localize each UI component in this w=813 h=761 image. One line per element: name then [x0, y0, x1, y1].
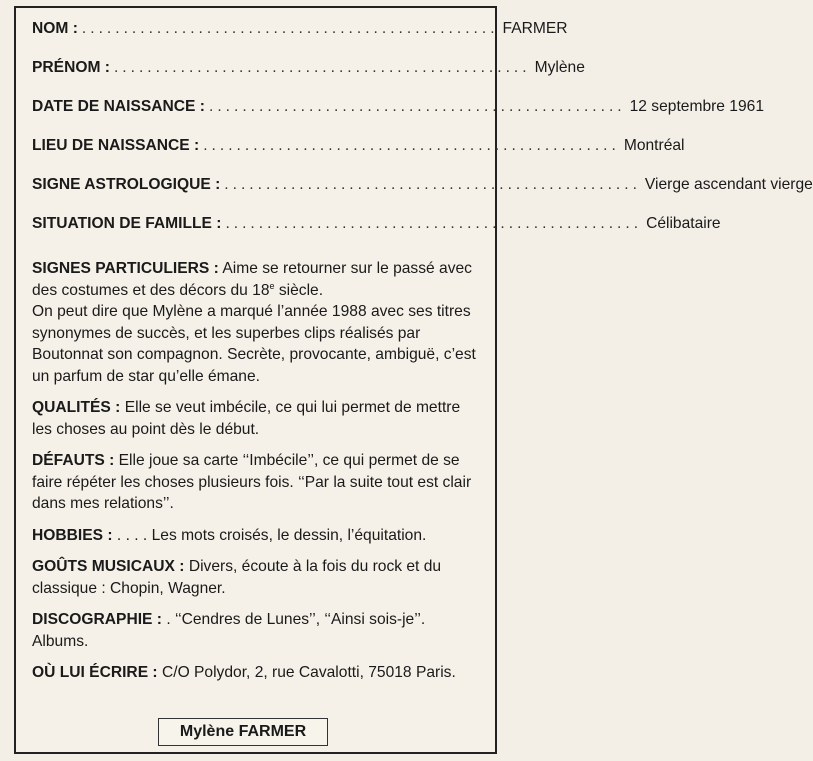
field-label: LIEU DE NAISSANCE :	[32, 137, 200, 154]
signature-box	[158, 718, 328, 746]
ecrire-text: C/O Polydor, 2, rue Cavalotti, 75018 Paris.	[161, 664, 456, 681]
profile-content	[32, 18, 813, 694]
ecrire-label: OÙ LUI ÉCRIRE :	[32, 664, 158, 681]
field-date-naissance: DATE DE NAISSANCE : .................................................. 12 septembre 1961	[32, 96, 482, 135]
field-label: PRÉNOM :	[32, 59, 110, 76]
signes-text: Aime se retourner sur le passé avec des costumes et des décors du 18	[32, 260, 472, 299]
field-signe-astrologique: SIGNE ASTROLOGIQUE : .................................................. Vierge ascendant vierge	[32, 174, 482, 213]
ou-lui-ecrire	[32, 662, 482, 684]
field-prenom: PRÉNOM : .................................................. Mylène	[32, 57, 482, 96]
field-label: NOM :	[32, 20, 78, 37]
qualites	[32, 397, 482, 440]
field-value: Vierge ascendant vierge	[644, 176, 813, 193]
field-nom: NOM : .................................................. FARMER	[32, 18, 482, 57]
field-label: DATE DE NAISSANCE :	[32, 98, 205, 115]
discographie-label: DISCOGRAPHIE :	[32, 611, 162, 628]
hobbies-text: Les mots croisés, le dessin, l’équitation.	[151, 526, 427, 544]
field-situation-famille: SITUATION DE FAMILLE : .................................................. Célibataire	[32, 213, 482, 252]
defauts	[32, 450, 482, 515]
field-lieu-naissance: LIEU DE NAISSANCE : .................................................. Montréal	[32, 135, 482, 174]
signature-text: Mylène FARMER	[179, 723, 307, 740]
qualites-text: Elle se veut imbécile, ce qui lui permet de mettre les choses au point dès le début.	[32, 399, 461, 438]
gouts-text: Divers, écoute à la fois du rock et du classique : Chopin, Wagner.	[32, 558, 442, 597]
discographie	[32, 609, 482, 652]
discographie-text: . ‘‘Cendres de Lunes’’, ‘‘Ainsi sois-je’’. Albums.	[32, 611, 426, 650]
field-label: SIGNE ASTROLOGIQUE :	[32, 176, 221, 193]
signes-label: SIGNES PARTICULIERS :	[32, 260, 219, 277]
field-value: FARMER	[502, 20, 568, 37]
signes-sup: e	[269, 280, 275, 291]
defauts-label: DÉFAUTS :	[32, 452, 115, 469]
signes-paragraph: On peut dire que Mylène a marqué l’année 1988 avec ses titres synonymes de succès, et les superbes clips réalisés par Boutonnat son compagnon. Secrète, provocante, ambiguë, c’est un parfum de star qu’elle émane.	[32, 303, 476, 385]
defauts-text: Elle joue sa carte ‘‘Imbécile’’, ce qui permet de se faire répéter les choses plusieurs fois. ‘‘Par la suite tout est clair dans mes relations’’.	[32, 452, 472, 512]
field-value: Montréal	[623, 137, 685, 154]
gouts-musicaux	[32, 556, 482, 599]
profile-card	[14, 6, 813, 754]
field-value: Célibataire	[646, 215, 721, 232]
hobbies: HOBBIES : . . . . Les mots croisés, le dessin, l’équitation.	[32, 526, 427, 544]
qualites-label: QUALITÉS :	[32, 399, 121, 416]
field-value: 12 septembre 1961	[629, 98, 764, 115]
hobbies-label: HOBBIES :	[32, 526, 113, 544]
gouts-label: GOÛTS MUSICAUX :	[32, 558, 185, 575]
signes-text-end: siècle.	[274, 281, 324, 299]
field-value: Mylène	[534, 59, 585, 76]
field-label: SITUATION DE FAMILLE :	[32, 215, 222, 232]
signes-particuliers	[32, 258, 482, 387]
